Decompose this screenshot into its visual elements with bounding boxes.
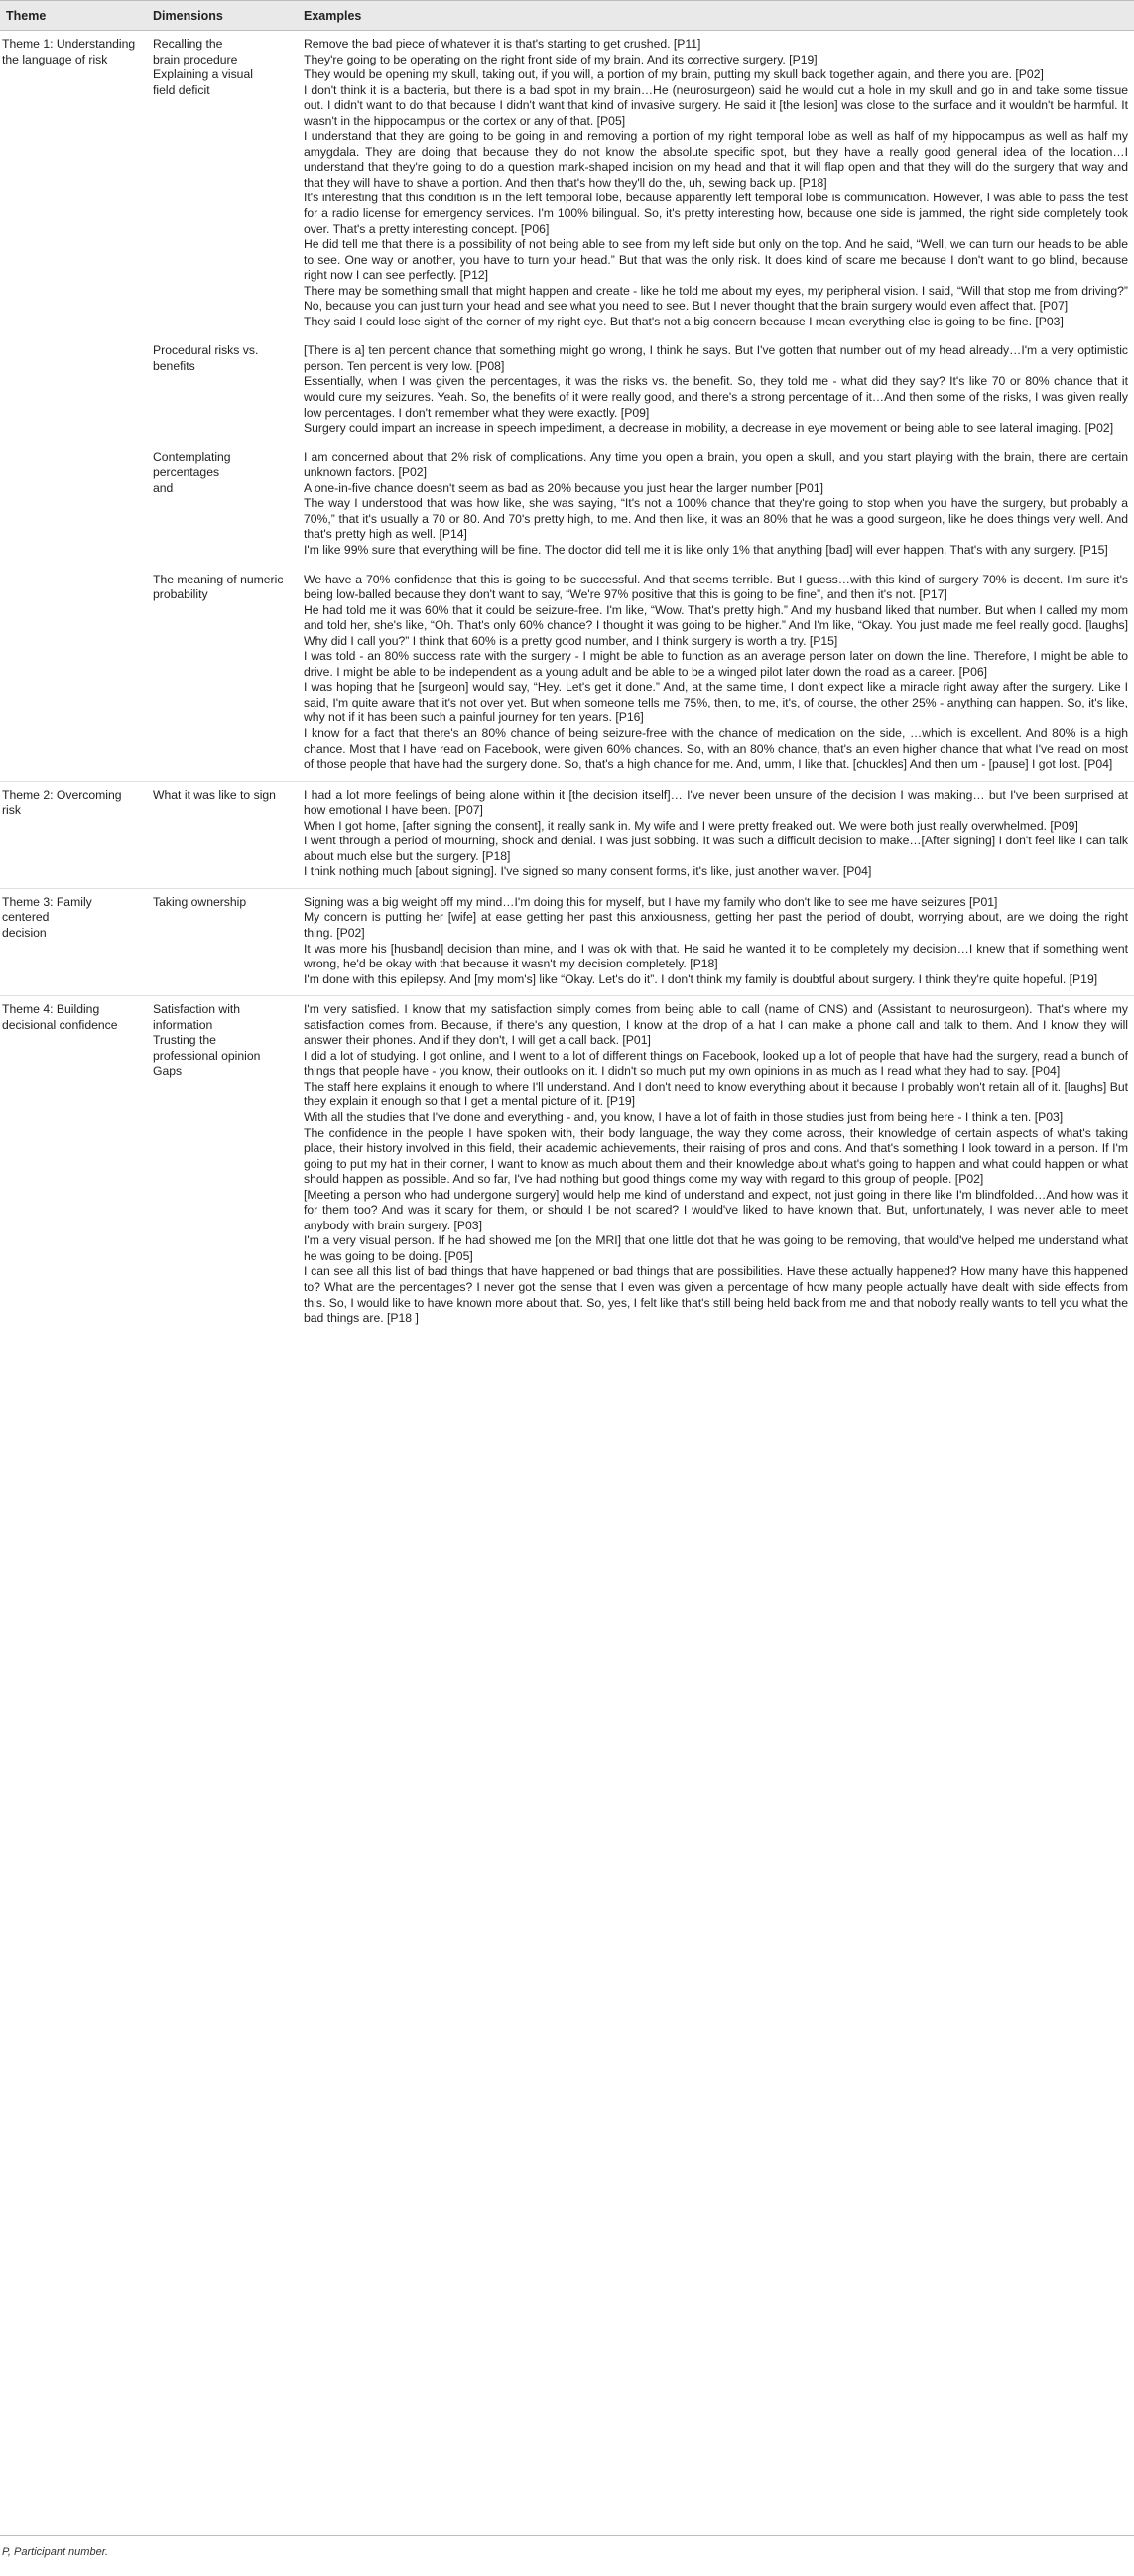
example-quote: I went through a period of mourning, shock and denial. I was just sobbing. It was such a difficult decision to make…[After signing] I don't feel like I can talk about much else but the surgery. [P18] [304,834,1128,863]
example-quote: I am concerned about that 2% risk of complications. Any time you open a brain, you open a skull, and you start playing with the brain, there are certain unknown factors. [P02] [304,450,1128,480]
header-examples: Examples [298,1,1134,31]
example-quote: When I got home, [after signing the consent], it really sank in. My wife and I were pretty freaked out. We were both just really overwhelmed. [P09] [304,818,1078,833]
example-quote: [There is a] ten percent chance that something might go wrong, I think he says. But I've gotten that number out of my head already…I'm a very optimistic person. Ten percent is very low. [P08] [304,343,1128,373]
theme-cell [0,337,147,444]
example-quote: The way I understood that was how like, she was saying, “It's not a 100% chance that they're going to stop when you have the surgery, but probably a 70%,” that it's usually a 70 or 80. And 70's pretty high, to me. And then like, it was an 80% that he was a good surgeon, like he does things very well. And that's pretty high as well. [P14] [304,496,1128,542]
dimension-cell: Procedural risks vs. benefits [153,343,259,373]
example-quote: They said I could lose sight of the corner of my right eye. But that's not a big concern because I mean everything else is going to be fine. [P03] [304,314,1064,328]
example-quote: He had told me it was 60% that it could be seizure-free. I'm like, “Wow. That's pretty high.” And my husband liked that number. But when I called my mom and told her, she's like, “Oh. That's only 60% chance? I thought it was going to be higher.” And I'm like, “Okay. You just made me feel really good. [laughs] Why did I call you?” I think that 60% is a pretty good number, and I think surgery is worth a try. [P15] [304,602,1128,648]
example-quote: I know for a fact that there's an 80% chance of being seizure-free with the chance of medication on the side, …which is excellent. And 80% is a high chance. Most that I have read on Facebook, were given 60% chances. So, with an 80% chance, that's an even higher chance that what I've read on most of those people that have had the surgery done. So, that's a high chance for me. And, umm, I like that. [chuckles] And then um - [pause] I got lost. [P04] [304,725,1128,772]
theme-cell [0,567,147,782]
table-row [0,31,1134,338]
example-quote: [Meeting a person who had undergone surgery] would help me kind of understand and expect, not just going in there like I'm blindfolded…And how was it for them too? And was it scary for them, or should I be not scared? I would've liked to have known that. But, unfortunately, I was never able to meet anybody with brain surgery. [P03] [304,1187,1128,1232]
example-quote: I understand that they are going to be going in and removing a portion of my right temporal lobe as well as half of my hippocampus as well as half my amygdala. They are doing that because they do not know the absolute specific spot, but they have a really good general idea of the location…I understand that they're going to do a question mark-shaped incision on my head and that it will flap open and that they will do the surgery that way and that they will have to shave a portion. And then that's how they'll do the, uh, sewing back up. [P18] [304,129,1128,190]
example-quote: Essentially, when I was given the percentages, it was the risks vs. the benefit. So, they told me - what did they say? It's like 70 or 80% chance that it would cure my seizures. Yeah. So, the benefits of it were really good, and there's a strong percentage of it…And then some of the risks, I was given really low percentages. I don't remember what they were exactly. [P09] [304,374,1128,420]
example-quote: We have a 70% confidence that this is going to be successful. And that seems terrible. But I guess…with this kind of surgery 70% is decent. I'm sure it's being low-balled because they don't want to say, “We're 97% positive that this is going to be fine”, and then it's not. [P17] [304,572,1128,602]
example-quote: I was told - an 80% success rate with the surgery - I might be able to function as an average person later on down the line. Therefore, I might be able to drive. I might be able to be independent as a young adult and be able to be a winged pilot later down the road as a career. [P06] [304,649,1128,679]
theme-cell: Theme 4: Building decisional confidence [0,996,147,1335]
footnote: P, Participant number. [2,2546,109,2558]
example-quote: They would be opening my skull, taking out, if you will, a portion of my brain, putting my skull back together again, and there you are. [P02] [304,67,1044,82]
table-row [0,337,1134,444]
examples-cell [298,445,1134,567]
example-quote: With all the studies that I've done and everything - and, you know, I have a lot of faith in those studies just from being here - I think a ten. [P03] [304,1110,1064,1124]
examples-cell [298,888,1134,995]
example-quote: I was hoping that he [surgeon] would say, “Hey. Let's get it done.” And, at the same time, I don't expect like a miracle right away after the surgery. Like I said, I'm quite aware that it's not over yet. But when someone tells me 75%, then, to me, it's, of course, the other 25% - anything can happen. So, it's like, why not if it has been such a painful journey for ten years. [P16] [304,680,1128,725]
example-quote: I'm a very visual person. If he had showed me [on the MRI] that one little dot that he was going to be removing, that would've helped me understand what he was going to be doing. [P05] [304,1233,1128,1263]
example-quote: I'm very satisfied. I know that my satisfaction simply comes from being able to call (name of CNS) and (Assistant to neurosurgeon). That's where my satisfaction comes from. Because, if there's any question, I know at the drop of a hat I can make a phone call and talk to them. And I know they will answer their phones. And if they don't, I will get a call back. [P01] [304,1002,1128,1048]
theme-cell: Theme 1: Understanding the language of risk [2,37,136,66]
example-quote: I think nothing much [about signing]. I've signed so many consent forms, it's like, just another waiver. [P04] [304,864,872,879]
theme-cell [0,445,147,567]
example-quote: I had a lot more feelings of being alone within it [the decision itself]… I've never been unsure of the decision I was making… but I've been surprised at how emotional I have been. [P07] [304,787,1128,818]
header-theme: Theme [0,1,147,31]
table-row [0,445,1134,567]
header-dimensions: Dimensions [147,1,298,31]
examples-cell [298,567,1134,782]
example-quote: I'm like 99% sure that everything will be fine. The doctor did tell me it is like only 1% that anything [bad] will ever happen. That's with any surgery. [P15] [304,542,1108,557]
dimension-cell: Taking ownership [147,888,298,995]
example-quote: I can see all this list of bad things that have happened or bad things that are possibilities. Have these actually happened? How many have this happened to? What are the percentages? I never got the sense that I even was given a percentage of how many people actually have dealt with side effects from this. So, I would like to have known more about that. So, yes, I felt like that's still being held back from me and that nobody really wants to tell you what the bad things are. [P18 ] [304,1264,1128,1326]
example-quote: He did tell me that there is a possibility of not being able to see from my left side but only on the top. And he said, “Well, we can turn our heads to be able to see. One way or another, you have to turn your head.” But that was the only risk. It does kind of scare me because I don't want to go blind, because right now I can see perfectly. [P12] [304,237,1128,283]
example-quote: A one-in-five chance doesn't seem as bad as 20% because you just hear the larger number [P01] [304,480,823,495]
examples-cell [298,337,1134,444]
example-quote: Surgery could impart an increase in speech impediment, a decrease in mobility, a decrease in eye movement or being able to see lateral imaging. [P02] [304,421,1114,436]
example-quote: Signing was a big weight off my mind…I'm doing this for myself, but I have my family who don't like to see me have seizures [P01] [304,894,998,909]
table-row [0,567,1134,782]
examples-cell [298,996,1134,1335]
example-quote: My concern is putting her [wife] at ease getting her past this anxiousness, getting her past the period of doubt, worrying about, are we doing the right thing. [P02] [304,910,1128,940]
table-row [0,888,1134,995]
dimension-cell: Recalling the brain procedure Explaining a visual field deficit [153,37,253,97]
example-quote: The staff here explains it enough to where I'll understand. And I don't need to know everything about it because I probably won't retain all of it. [laughs] But they explain it enough so that I get a mental picture of it. [P19] [304,1079,1128,1109]
example-quote: I did a lot of studying. I got online, and I went to a lot of different things on Facebook, looked up a lot of people that have had the surgery, read a bunch of things that people have - you know, their outlooks on it. I didn't so much put my own opinions in as much as I read what they had to say. [P04] [304,1048,1128,1079]
example-quote: Remove the bad piece of whatever it is that's starting to get crushed. [P11] [304,37,701,51]
table-body [0,31,1134,1335]
theme-cell: Theme 3: Family centered decision [0,888,147,995]
footnote-divider [0,2535,1134,2536]
example-quote: I'm done with this epilepsy. And [my mom's] like “Okay. Let's do it”. I don't think my family is doubtful about surgery. I think they're quite hopeful. [P19] [304,971,1098,986]
examples-cell [298,31,1134,338]
examples-cell [298,781,1134,888]
example-quote: It's interesting that this condition is in the left temporal lobe, because apparently left temporal lobe is communication. However, I was able to pass the test for a radio license for emergency services. I'm 100% bilingual. So, it's pretty interesting how, because one side is jammed, the right side completely took over. That's a pretty interesting concept. [P06] [304,191,1128,236]
example-quote: The confidence in the people I have spoken with, their body language, the way they come across, their knowledge of certain aspects of what's taking place, their history involved in this field, their academic achievements, their raising of pros and cons. And that's something I look toward in a person. If I'm going to put my hat in their corner, I want to know as much about them and their knowledge about what's going to happen and what could happen or what should happen as possible. And so far, I've had nothing but good things come my way with regard to this group of people. [P02] [304,1125,1128,1187]
example-quote: I don't think it is a bacteria, but there is a bad spot in my brain…He (neurosurgeon) said he would cut a hole in my skull and go in and take some tissue out. I didn't want to do that because I didn't want that kind of invasive surgery. He said it [the lesion] was close to the surface and it wouldn't be harmful. It wasn't in the hippocampus or the cortex or any of that. [P05] [304,82,1128,128]
example-quote: It was more his [husband] decision than mine, and I was ok with that. He said he wanted it to be completely my decision…I knew that if something went wrong, he'd be okay with that because it wasn't my decision completely. [P18] [304,941,1128,971]
dimension-cell: Contemplating percentages and [153,450,231,495]
table-row [0,996,1134,1335]
dimension-cell: What it was like to sign [147,781,298,888]
table-row [0,781,1134,888]
example-quote: They're going to be operating on the right front side of my brain. And its corrective surgery. [P19] [304,52,818,66]
dimension-cell: Satisfaction with information Trusting the professional opinion Gaps [147,996,298,1335]
example-quote: There may be something small that might happen and create - like he told me about my eyes, my peripheral vision. I said, “Will that stop me from driving?” No, because you can just turn your head and see what you need to see. But I never thought that the brain surgery would even affect that. [P07] [304,283,1128,314]
theme-cell: Theme 2: Overcoming risk [0,781,147,888]
table-header-row [0,1,1134,31]
dimension-cell: The meaning of numeric probability [153,572,284,602]
